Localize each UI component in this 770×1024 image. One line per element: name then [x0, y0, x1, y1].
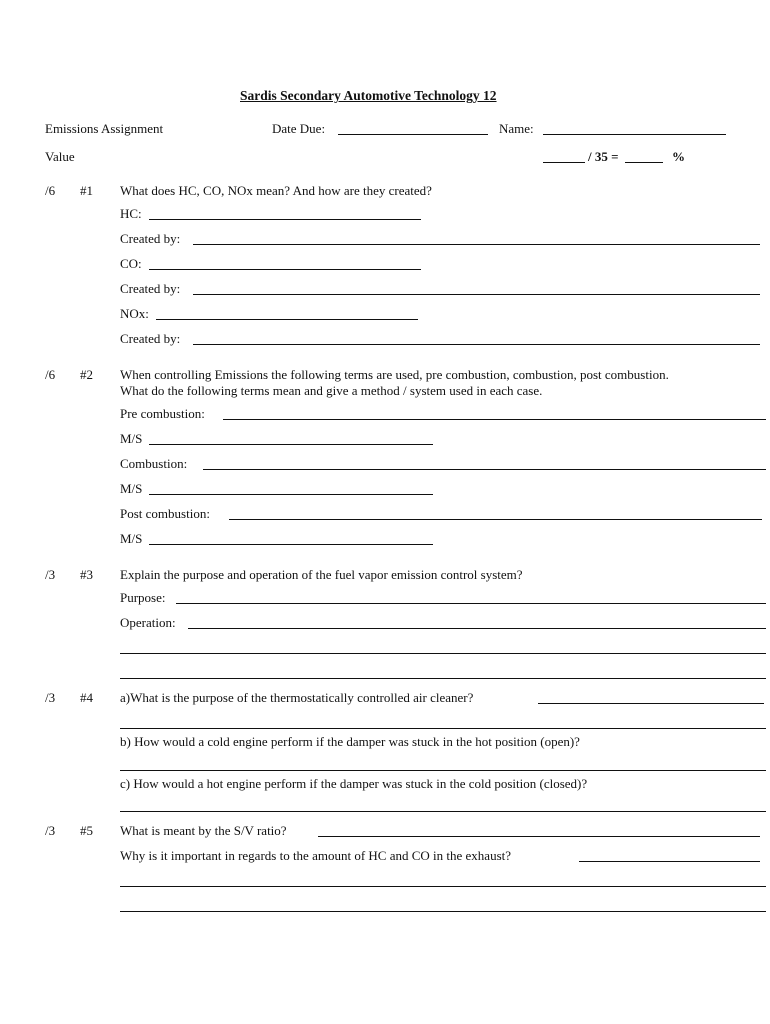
q2-ms2-label: M/S	[120, 481, 143, 496]
q1-nox-field[interactable]	[156, 319, 418, 320]
q5-answer-line[interactable]	[120, 886, 766, 887]
q5-part-a: What is meant by the S/V ratio?	[120, 823, 287, 838]
q2-ms3-label: M/S	[120, 531, 143, 546]
q4-answer-line[interactable]	[120, 728, 766, 729]
q4-part-c-field[interactable]	[120, 811, 766, 812]
q3-answer-line[interactable]	[120, 678, 766, 679]
q2-post-field[interactable]	[229, 519, 762, 520]
q3-marks: /3	[45, 567, 56, 582]
q1-hc-label: HC:	[120, 206, 142, 221]
q1-co-field[interactable]	[149, 269, 421, 270]
q4-part-b: b) How would a cold engine perform if the damper was stuck in the hot position (open)?	[120, 734, 580, 749]
q2-marks: /6	[45, 367, 56, 382]
q2-prompt-line1: When controlling Emissions the following terms are used, pre combustion, combustion, post combustion.	[120, 367, 669, 382]
name-label: Name:	[499, 121, 534, 136]
q1-prompt: What does HC, CO, NOx mean? And how are they created?	[120, 183, 432, 198]
name-field[interactable]	[543, 134, 726, 135]
q2-number: #2	[80, 367, 93, 382]
percent-sign: %	[672, 149, 685, 164]
q1-hc-field[interactable]	[149, 219, 421, 220]
q3-purpose-field[interactable]	[176, 603, 766, 604]
q3-answer-line[interactable]	[120, 653, 766, 654]
q1-co-created-field[interactable]	[193, 294, 760, 295]
q2-pre-field[interactable]	[223, 419, 766, 420]
q4-part-a: a)What is the purpose of the thermostatically controlled air cleaner?	[120, 690, 474, 705]
q1-nox-created-label: Created by:	[120, 331, 181, 346]
q2-ms2-field[interactable]	[149, 494, 433, 495]
q5-part-b: Why is it important in regards to the amount of HC and CO in the exhaust?	[120, 848, 512, 863]
q1-co-created-label: Created by:	[120, 281, 181, 296]
page-title: Sardis Secondary Automotive Technology 12	[240, 88, 497, 103]
q3-purpose-label: Purpose:	[120, 590, 166, 605]
score-total: / 35 =	[588, 149, 619, 164]
date-due-label: Date Due:	[272, 121, 326, 136]
q1-number: #1	[80, 183, 93, 198]
q5-answer-line[interactable]	[120, 911, 766, 912]
percent-field[interactable]	[625, 162, 663, 163]
q1-hc-created-field[interactable]	[193, 244, 760, 245]
q1-co-label: CO:	[120, 256, 142, 271]
q1-nox-created-field[interactable]	[193, 344, 760, 345]
q2-post-label: Post combustion:	[120, 506, 210, 521]
q5-number: #5	[80, 823, 93, 838]
q3-operation-field[interactable]	[188, 628, 766, 629]
value-label: Value	[45, 149, 75, 164]
q2-combustion-label: Combustion:	[120, 456, 188, 471]
q2-pre-label: Pre combustion:	[120, 406, 205, 421]
q3-prompt: Explain the purpose and operation of the fuel vapor emission control system?	[120, 567, 523, 582]
q1-hc-created-label: Created by:	[120, 231, 181, 246]
score-field[interactable]	[543, 162, 585, 163]
q1-marks: /6	[45, 183, 56, 198]
q2-ms1-label: M/S	[120, 431, 143, 446]
q2-prompt-line2: What do the following terms mean and give a method / system used in each case.	[120, 383, 543, 398]
q4-part-a-field[interactable]	[538, 703, 764, 704]
q3-number: #3	[80, 567, 93, 582]
q4-part-b-field[interactable]	[120, 770, 766, 771]
date-due-field[interactable]	[338, 134, 488, 135]
q1-nox-label: NOx:	[120, 306, 149, 321]
q2-ms1-field[interactable]	[149, 444, 433, 445]
q4-part-c: c) How would a hot engine perform if the damper was stuck in the cold position (closed)?	[120, 776, 588, 791]
assignment-name: Emissions Assignment	[45, 121, 164, 136]
q2-combustion-field[interactable]	[203, 469, 766, 470]
q5-part-b-field[interactable]	[579, 861, 760, 862]
q2-ms3-field[interactable]	[149, 544, 433, 545]
q4-number: #4	[80, 690, 93, 705]
q4-marks: /3	[45, 690, 56, 705]
q3-operation-label: Operation:	[120, 615, 176, 630]
q5-marks: /3	[45, 823, 56, 838]
q5-part-a-field[interactable]	[318, 836, 760, 837]
